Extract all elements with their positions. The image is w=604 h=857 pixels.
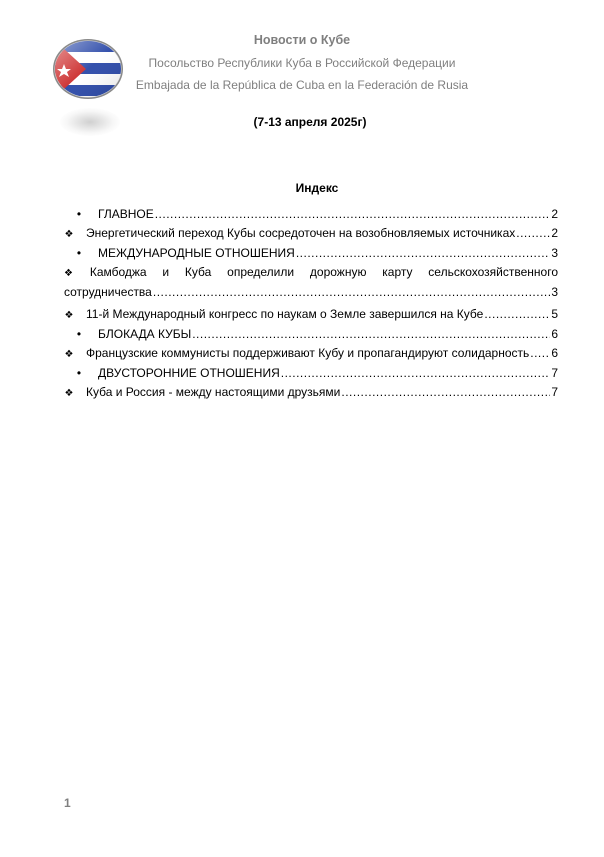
toc-entry-text: ДВУСТОРОННИЕ ОТНОШЕНИЯ xyxy=(98,365,280,380)
toc-entry-french-communists[interactable] xyxy=(64,341,558,361)
table-of-contents xyxy=(64,201,558,399)
toc-page-number: 5 xyxy=(551,307,558,321)
diamond-bullet-icon xyxy=(64,228,74,240)
embassy-name-es: Embajada de la República de Cuba en la Federación de Rusia xyxy=(135,78,469,92)
toc-page-number: 7 xyxy=(551,385,558,399)
bullet-icon xyxy=(64,327,94,341)
toc-page-number: 6 xyxy=(551,326,558,341)
toc-leader-dots xyxy=(341,385,550,399)
toc-entry-main[interactable] xyxy=(64,201,558,221)
toc-entry-text: МЕЖДУНАРОДНЫЕ ОТНОШЕНИЯ xyxy=(98,245,295,260)
toc-leader-dots xyxy=(153,283,550,302)
bullet-icon xyxy=(64,207,94,221)
diamond-bullet-icon xyxy=(64,348,74,360)
toc-entry-text: БЛОКАДА КУБЫ xyxy=(98,326,192,341)
diamond-bullet-icon xyxy=(64,309,74,321)
bullet-icon xyxy=(64,366,94,380)
toc-entry-text: 11-й Международный конгресс по наукам о Земле завершился на Кубе xyxy=(86,307,484,321)
newsletter-title: Новости о Кубе xyxy=(253,33,351,47)
footer-page-number: 1 xyxy=(64,796,71,810)
toc-page-number: 3 xyxy=(551,245,558,260)
index-title: Индекс xyxy=(295,181,339,195)
toc-entry-text: Французские коммунисты поддерживают Кубу и пропагандируют солидарность xyxy=(86,346,530,360)
toc-entry-earth-sciences-congress[interactable] xyxy=(64,302,558,322)
embassy-name-ru: Посольство Республики Куба в Российской Федерации xyxy=(148,56,456,70)
toc-entry-international-relations[interactable] xyxy=(64,240,558,260)
date-range: (7-13 апреля 2025г) xyxy=(253,115,367,129)
toc-leader-dots xyxy=(281,366,551,380)
toc-entry-cuba-russia[interactable] xyxy=(64,380,558,400)
toc-leader-dots xyxy=(192,327,550,341)
toc-leader-dots xyxy=(484,307,550,321)
diamond-bullet-icon xyxy=(64,264,74,283)
toc-leader-dots xyxy=(296,246,550,260)
toc-page-number: 2 xyxy=(551,206,558,221)
toc-leader-dots xyxy=(155,207,551,221)
toc-entry-bilateral-relations[interactable] xyxy=(64,360,558,380)
toc-entry-text-continued: сотрудничества xyxy=(64,284,152,299)
toc-entry-text: Куба и Россия - между настоящими друзьями xyxy=(86,385,341,399)
toc-entry-text: Камбоджа и Куба определили дорожную карту сельскохозяйственного xyxy=(89,264,558,279)
toc-entry-blockade[interactable] xyxy=(64,321,558,341)
toc-entry-text: ГЛАВНОЕ xyxy=(98,206,154,221)
diamond-bullet-icon xyxy=(64,387,74,399)
toc-entry-energy-transition[interactable] xyxy=(64,221,558,241)
toc-leader-dots xyxy=(530,346,550,360)
toc-page-number: 2 xyxy=(551,226,558,240)
toc-page-number: 6 xyxy=(551,346,558,360)
bullet-icon xyxy=(64,246,94,260)
toc-leader-dots xyxy=(516,226,550,240)
toc-entry-cambodia-cuba[interactable] xyxy=(64,260,558,302)
toc-page-number: 7 xyxy=(551,365,558,380)
toc-entry-text: Энергетический переход Кубы сосредоточен на возобновляемых источниках xyxy=(86,226,516,240)
toc-page-number: 3 xyxy=(551,284,558,299)
